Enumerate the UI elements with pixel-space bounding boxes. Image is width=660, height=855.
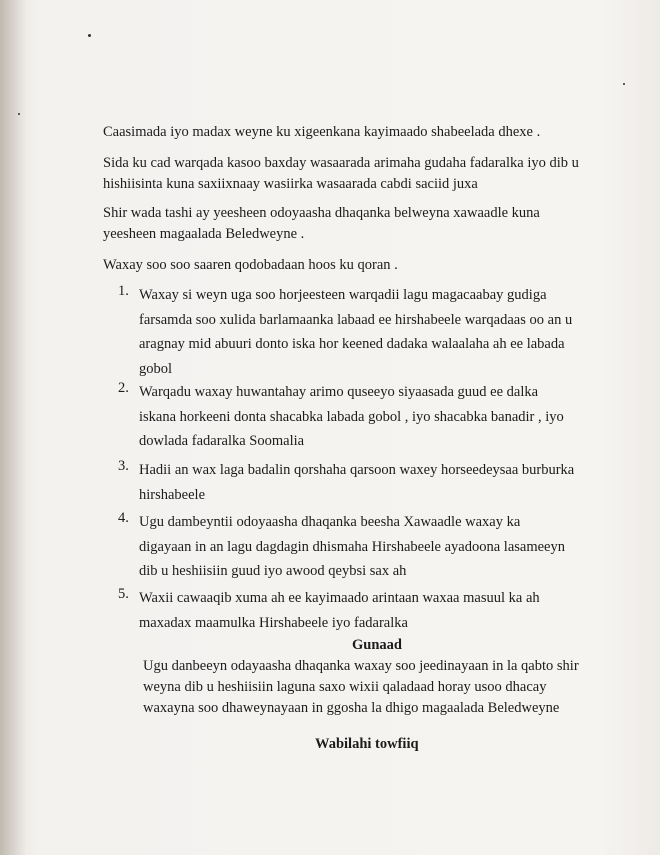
scan-speck xyxy=(623,83,625,85)
paragraph-1 xyxy=(103,153,579,195)
text-line: farsamda soo xulida barlamaanka labaad ee hirshabeele warqadaas oo an u xyxy=(139,311,573,328)
text-line: yeesheen magaalada Beledweyne . xyxy=(103,226,305,242)
text-line: gobol xyxy=(139,360,173,377)
conclusion-paragraph xyxy=(143,656,579,719)
paragraph-2 xyxy=(103,203,540,245)
conclusion-heading: Gunaad xyxy=(352,637,402,653)
closing-line: Wabilahi towfiiq xyxy=(315,736,419,752)
intro-line: Caasimada iyo madax weyne ku xigeenkana kayimaado shabeelada dhexe . xyxy=(103,124,541,140)
text-line: hirshabeele xyxy=(139,486,206,503)
list-item-text xyxy=(139,586,540,635)
list-item-text xyxy=(139,458,574,507)
text-line: iskana horkeeni donta shacabka labada gobol , iyo shacabka banadir , iyo xyxy=(139,408,564,425)
text-line: Shir wada tashi ay yeesheen odoyaasha dhaqanka belweyna xawaadle kuna xyxy=(103,205,540,221)
scan-speck xyxy=(18,113,20,115)
text-line: digayaan in an lagu dagdagin dhismaha Hirshabeele ayadoona lasameeyn xyxy=(139,538,565,555)
list-number: 5. xyxy=(118,586,129,602)
text-line: dib u heshiisiin guud iyo awood qeybsi sax ah xyxy=(139,563,407,579)
text-line: Warqadu waxay huwantahay arimo quseeyo siyaasada guud ee dalka xyxy=(139,384,539,400)
scan-binding-shadow xyxy=(0,0,26,855)
list-item-text xyxy=(139,510,565,584)
text-line: Sida ku cad warqada kasoo baxday wasaarada arimaha gudaha fadaralka iyo dib u xyxy=(103,155,579,171)
text-line: aragnay mid abuuri donto iska hor keened dadaka walaalaha ah ee labada xyxy=(139,336,565,352)
text-line: maxadax maamulka Hirshabeele iyo fadaralka xyxy=(139,614,408,631)
text-line: Hadii an wax laga badalin qorshaha qarsoon waxey horseedeysaa burburka xyxy=(139,462,575,478)
scan-speck xyxy=(88,34,91,37)
list-number: 2. xyxy=(118,380,129,396)
list-item-text xyxy=(139,380,564,454)
list-number: 4. xyxy=(118,510,129,526)
paragraph-3: Waxay soo soo saaren qodobadaan hoos ku qoran . xyxy=(103,257,398,273)
text-line: dowlada fadaralka Soomalia xyxy=(139,433,305,449)
text-line: Ugu danbeeyn odayaasha dhaqanka waxay soo jeedinayaan in la qabto shir xyxy=(143,658,579,674)
text-line: weyna dib u heshiisiin laguna saxo wixii qaladaad horay usoo dhacay xyxy=(143,679,547,695)
text-line: Waxii cawaaqib xuma ah ee kayimaado arintaan waxaa masuul ka ah xyxy=(139,590,540,606)
list-item-text xyxy=(139,283,572,381)
text-line: Ugu dambeyntii odoyaasha dhaqanka beesha Xawaadle waxay ka xyxy=(139,514,521,530)
list-number: 3. xyxy=(118,458,129,474)
text-line: Waxay si weyn uga soo horjeesteen warqadii lagu magacaabay gudiga xyxy=(139,287,547,303)
list-number: 1. xyxy=(118,283,129,299)
text-line: hishiisinta kuna saxiixnaay wasiirka wasaarada cabdi saciid juxa xyxy=(103,176,478,192)
text-line: waxayna soo dhaweynayaan in ggosha la dhigo magaalada Beledweyne xyxy=(143,700,560,716)
